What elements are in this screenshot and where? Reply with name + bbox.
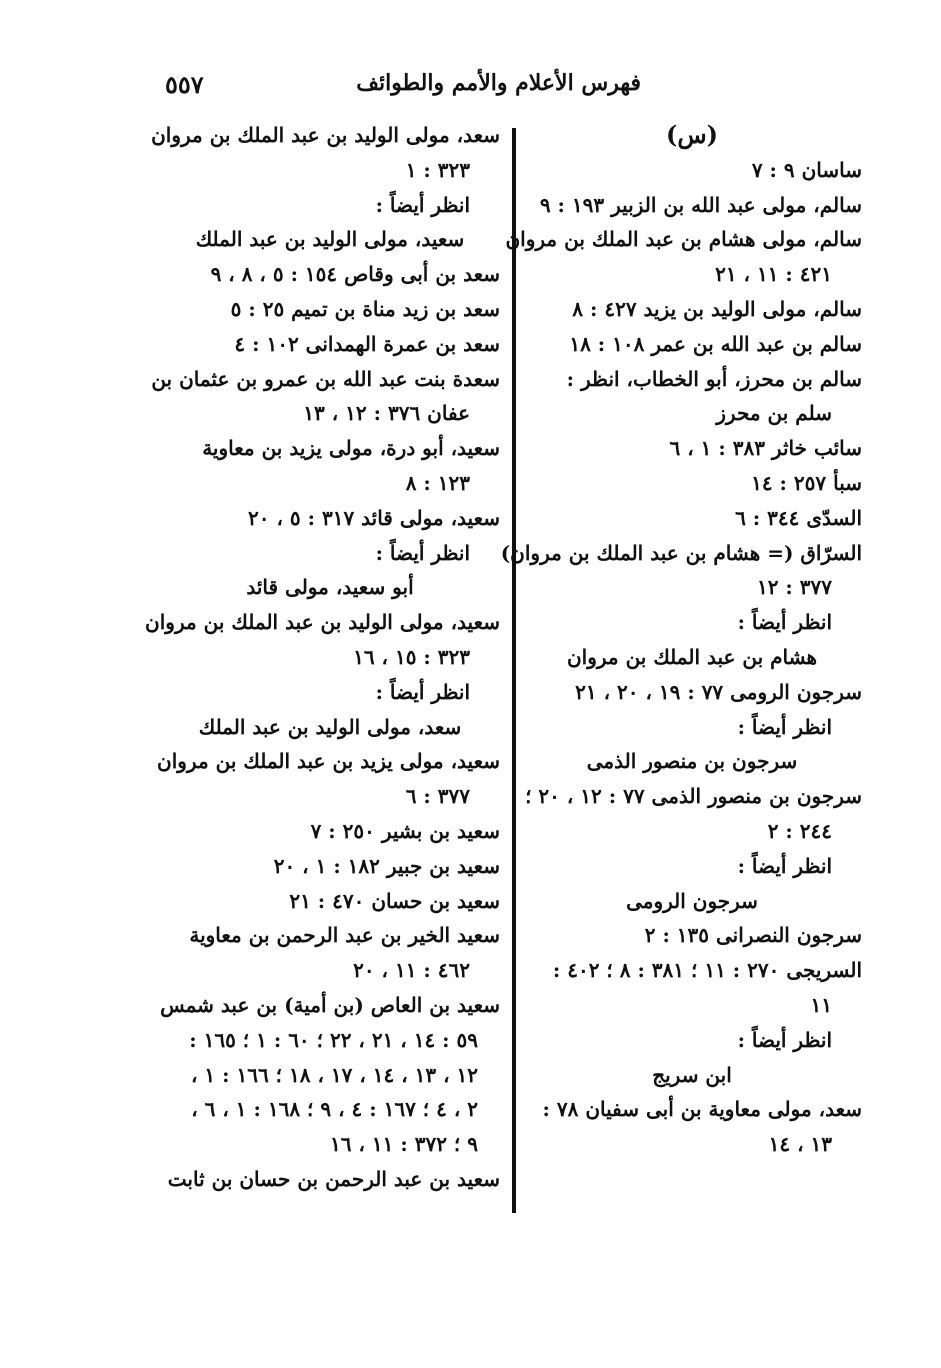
index-entry-line: سالم، مولى هشام بن عبد الملك بن مروان [505,227,862,252]
index-entry-line: انظر أيضاً : [375,540,470,565]
index-entry-line: سعيد، مولى الوليد بن عبد الملك بن مروان [145,610,500,635]
index-entry-line: انظر أيضاً : [737,1027,832,1052]
index-entry-line: سلم بن محرز [716,401,832,426]
index-entry-line: انظر أيضاً : [375,192,470,217]
index-entry-line: ٢٤٤ : ٢ [767,818,832,843]
page-header [165,70,641,110]
index-entry-line: انظر أيضاً : [737,853,832,878]
index-entry-line: هشام بن عبد الملك بن مروان [566,644,818,669]
section-letter-heading: (س) [665,120,718,149]
index-entry-line: سالم بن عبد الله بن عمر ١٠٨ : ١٨ [569,331,862,356]
index-entry-line: سعد بن أبى وقاص ١٥٤ : ٥ ، ٨ ، ٩ [210,262,500,287]
index-entry-line: سرجون الرومى [626,888,758,913]
index-entry-line: سعيد، مولى يزيد بن عبد الملك بن مروان [157,749,500,774]
index-entry-line: سعيد بن جبير ١٨٢ : ١ ، ٢٠ [273,853,500,878]
index-entry-line: أبو سعيد، مولى قائد [246,575,414,600]
index-entry-line: ٣٧٧ : ٦ [405,784,470,809]
index-entry-line: ٩ ؛ ٣٧٢ : ١١ ، ١٦ [330,1132,478,1157]
index-entry-line: ٣٢٣ : ١٥ ، ١٦ [353,644,470,669]
index-entry-line: سعد، مولى الوليد بن عبد الملك بن مروان [151,123,500,147]
index-entry-line: سعدة بنت عبد الله بن عمرو بن عثمان بن [151,366,500,391]
index-entry-line: ٥٩ : ١٤ ، ٢١ ، ٢٢ ؛ ٦٠ : ١ ؛ ١٦٥ : [189,1027,478,1052]
index-column-right [500,118,862,1162]
index-entry-line: سرجون الرومى ٧٧ : ١٩ ، ٢٠ ، ٢١ [575,679,862,704]
index-entry-line: سالم، مولى عبد الله بن الزبير ١٩٣ : ٩ [539,192,862,217]
page-title: فهرس الأعلام والأمم والطوائف [356,70,641,96]
index-entry-line: ٢ ، ٤ ؛ ١٦٧ : ٤ ، ٩ ؛ ١٦٨ : ١ ، ٦ ، [191,1097,478,1122]
index-entry-line: السرّاق (= هشام بن عبد الملك بن مروان) [500,540,862,565]
index-entry-line: سالم، مولى الوليد بن يزيد ٤٢٧ : ٨ [572,296,862,321]
index-entry-line: سعد بن زيد مناة بن تميم ٢٥ : ٥ [230,296,500,321]
index-entry-line: ١٢٣ : ٨ [405,470,470,495]
index-entry-line: ابن سريج [652,1062,732,1087]
index-entry-line: سرجون النصرانى ١٣٥ : ٢ [644,923,862,948]
index-entry-line: سعيد بن حسان ٤٧٠ : ٢١ [289,888,500,913]
index-entry-line: سعد بن عمرة الهمدانى ١٠٢ : ٤ [234,331,500,356]
index-entry-line: سعيد، مولى الوليد بن عبد الملك [195,227,465,252]
index-entry-line: ٣٢٣ : ١ [405,157,470,182]
index-entry-line: ٤٢١ : ١١ ، ٢١ [715,262,832,287]
index-entry-line: سرجون بن منصور الذمى ٧٧ : ١٢ ، ٢٠ ؛ [525,784,862,809]
index-entry-line: سعيد بن العاص (بن أمية) بن عبد شمس [160,992,500,1017]
index-entry-line: ١١ [810,992,832,1017]
index-entry-line: ٤٦٢ : ١١ ، ٢٠ [353,958,470,983]
index-entry-line: انظر أيضاً : [737,610,832,635]
index-entry-line: سرجون بن منصور الذمى [586,749,798,774]
index-entry-line: السريجى ٢٧٠ : ١١ ؛ ٣٨١ : ٨ ؛ ٤٠٢ : [552,958,862,983]
index-entry-line: سعد، مولى الوليد بن عبد الملك [198,714,462,739]
index-entry-line: ١٢ ، ١٣ ، ١٤ ، ١٧ ، ١٨ ؛ ١٦٦ : ١ ، [191,1062,478,1087]
column-divider [512,128,516,1213]
index-entry-line: ١٣ ، ١٤ [768,1132,832,1157]
index-entry-line: انظر أيضاً : [737,714,832,739]
index-column-left [145,118,500,1197]
index-entry-line: سعيد بن بشير ٢٥٠ : ٧ [310,818,500,843]
index-entry-line: ٣٧٧ : ١٢ [756,575,832,600]
index-entry-line: سائب خاثر ٣٨٣ : ١ ، ٦ [669,436,862,461]
index-entry-line: سعد، مولى معاوية بن أبى سفيان ٧٨ : [542,1097,862,1122]
page-number: ٥٥٧ [165,70,204,99]
index-entry-line: عفان ٣٧٦ : ١٢ ، ١٣ [303,401,470,426]
index-entry-line: سعيد، أبو درة، مولى يزيد بن معاوية [202,436,500,461]
index-entry-line: انظر أيضاً : [375,679,470,704]
index-entry-line: السدّى ٣٤٤ : ٦ [735,505,862,530]
index-entry-line: سعيد بن عبد الرحمن بن حسان بن ثابت [167,1166,500,1191]
index-entry-line: سالم بن محرز، أبو الخطاب، انظر : [566,366,862,391]
index-entry-line: سبأ ٢٥٧ : ١٤ [751,470,862,495]
index-entry-line: ساسان ٩ : ٧ [751,157,862,182]
index-entry-line: سعيد، مولى قائد ٣١٧ : ٥ ، ٢٠ [248,505,500,530]
index-entry-line: سعيد الخير بن عبد الرحمن بن معاوية [189,923,500,948]
